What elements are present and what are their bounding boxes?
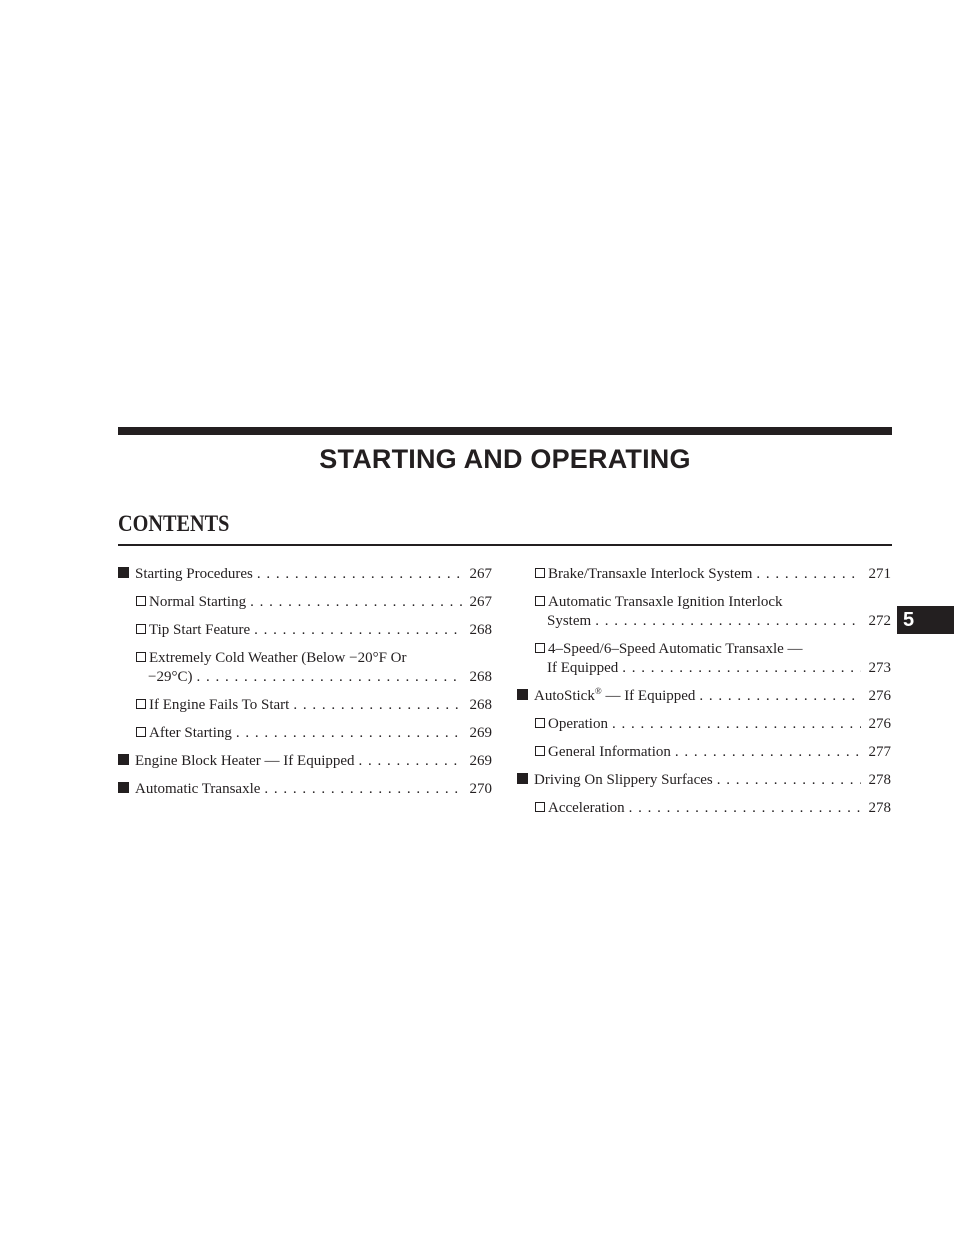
contents-heading: CONTENTS bbox=[118, 511, 230, 536]
page-number: 271 bbox=[868, 566, 891, 582]
toc-entry-operation[interactable]: Operation . . . 276 bbox=[517, 715, 891, 734]
toc-entry-slippery-surfaces[interactable]: Driving On Slippery Surfaces . . . 278 bbox=[517, 771, 891, 790]
contents-rule bbox=[118, 544, 892, 546]
page-number: 267 bbox=[469, 594, 492, 610]
dot-leader bbox=[257, 565, 462, 584]
chapter-top-rule bbox=[118, 427, 892, 435]
toc-entry-autostick[interactable]: AutoStick® — If Equipped . . . 276 bbox=[517, 687, 891, 706]
dot-leader bbox=[612, 715, 861, 734]
dot-leader bbox=[675, 743, 861, 762]
dot-leader bbox=[264, 780, 462, 799]
filled-square-bullet-icon bbox=[118, 754, 129, 765]
open-square-bullet-icon bbox=[136, 596, 146, 606]
toc-entry-brake-transaxle-interlock[interactable]: Brake/Transaxle Interlock System . . . 271 bbox=[517, 565, 891, 584]
toc-entry-4-6-speed-transaxle[interactable]: 4–Speed/6–Speed Automatic Transaxle — If Equipped . . . 273 bbox=[517, 640, 891, 678]
dot-leader bbox=[629, 799, 861, 818]
dot-leader bbox=[359, 752, 462, 771]
open-square-bullet-icon bbox=[535, 568, 545, 578]
page-number: 277 bbox=[868, 744, 891, 760]
open-square-bullet-icon bbox=[535, 643, 545, 653]
dot-leader bbox=[196, 668, 462, 687]
toc-entry-tip-start-feature[interactable]: Tip Start Feature . . . 268 bbox=[118, 621, 492, 640]
toc-entry-extremely-cold-weather[interactable]: Extremely Cold Weather (Below −20°F Or −29°C) . . . 268 bbox=[118, 649, 492, 687]
page-number: 268 bbox=[469, 622, 492, 638]
open-square-bullet-icon bbox=[535, 802, 545, 812]
page-number: 268 bbox=[469, 697, 492, 713]
chapter-tab: 5 bbox=[897, 606, 954, 634]
open-square-bullet-icon bbox=[136, 652, 146, 662]
open-square-bullet-icon bbox=[535, 718, 545, 728]
toc-entry-normal-starting[interactable]: Normal Starting . . . 267 bbox=[118, 593, 492, 612]
toc-entry-engine-block-heater[interactable]: Engine Block Heater — If Equipped . . . 269 bbox=[118, 752, 492, 771]
dot-leader bbox=[236, 724, 462, 743]
open-square-bullet-icon bbox=[136, 699, 146, 709]
dot-leader bbox=[756, 565, 861, 584]
page-number: 267 bbox=[469, 566, 492, 582]
open-square-bullet-icon bbox=[535, 746, 545, 756]
toc-entry-starting-procedures[interactable]: Starting Procedures . . . 267 bbox=[118, 565, 492, 584]
filled-square-bullet-icon bbox=[118, 567, 129, 578]
page-number: 269 bbox=[469, 753, 492, 769]
filled-square-bullet-icon bbox=[517, 773, 528, 784]
registered-mark: ® bbox=[594, 686, 602, 696]
open-square-bullet-icon bbox=[136, 624, 146, 634]
dot-leader bbox=[699, 687, 861, 706]
page-number: 276 bbox=[868, 716, 891, 732]
chapter-title: STARTING AND OPERATING bbox=[319, 444, 691, 474]
dot-leader bbox=[622, 659, 861, 678]
page-number: 273 bbox=[868, 660, 891, 676]
filled-square-bullet-icon bbox=[118, 782, 129, 793]
filled-square-bullet-icon bbox=[517, 689, 528, 700]
toc-entry-if-engine-fails-to-start[interactable]: If Engine Fails To Start . . . 268 bbox=[118, 696, 492, 715]
page-number: 276 bbox=[868, 688, 891, 704]
dot-leader bbox=[717, 771, 861, 790]
page-number: 268 bbox=[469, 669, 492, 685]
open-square-bullet-icon bbox=[136, 727, 146, 737]
toc-entry-general-information[interactable]: General Information . . . 277 bbox=[517, 743, 891, 762]
dot-leader bbox=[250, 593, 462, 612]
dot-leader bbox=[254, 621, 462, 640]
toc-entry-acceleration[interactable]: Acceleration . . . 278 bbox=[517, 799, 891, 818]
page-number: 278 bbox=[868, 800, 891, 816]
toc-entry-ignition-interlock[interactable]: Automatic Transaxle Ignition Interlock System . . . 272 bbox=[517, 593, 891, 631]
dot-leader bbox=[293, 696, 462, 715]
open-square-bullet-icon bbox=[535, 596, 545, 606]
toc-right-column bbox=[517, 560, 891, 816]
toc-entry-automatic-transaxle[interactable]: Automatic Transaxle . . . 270 bbox=[118, 780, 492, 799]
toc-left-column bbox=[118, 560, 492, 797]
page-number: 272 bbox=[868, 613, 891, 629]
page-number: 270 bbox=[469, 781, 492, 797]
page-number: 278 bbox=[868, 772, 891, 788]
dot-leader bbox=[595, 612, 861, 631]
toc-entry-after-starting[interactable]: After Starting . . . 269 bbox=[118, 724, 492, 743]
page-number: 269 bbox=[469, 725, 492, 741]
